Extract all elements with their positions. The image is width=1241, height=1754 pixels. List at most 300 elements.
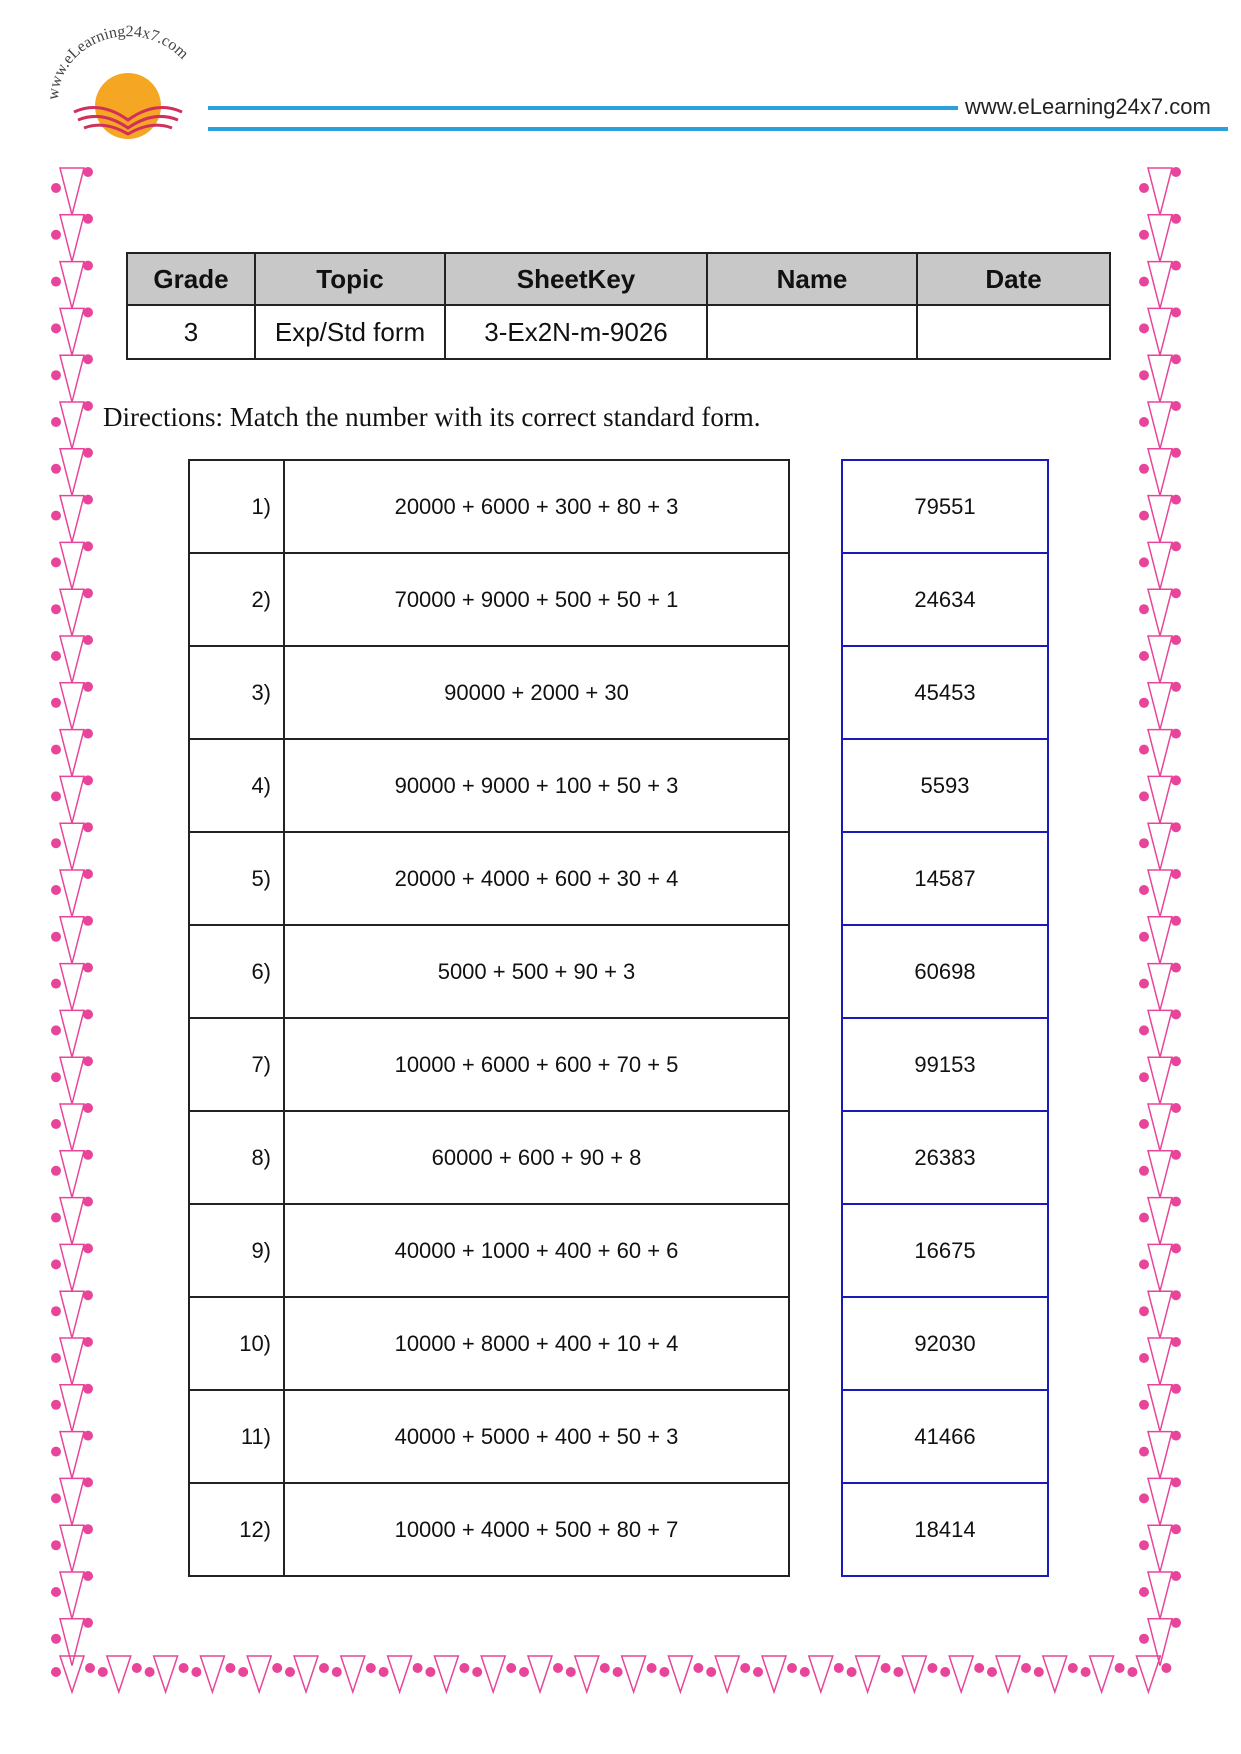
problem-row [189, 1390, 789, 1483]
answer-cell: 60698 [842, 925, 1048, 1018]
border-triangle [1148, 1151, 1172, 1198]
problem-expression: 40000 + 1000 + 400 + 60 + 6 [284, 1204, 789, 1297]
border-dot [1127, 1667, 1137, 1677]
border-triangle [1148, 1244, 1172, 1291]
problem-row [189, 646, 789, 739]
problem-number: 12) [189, 1483, 284, 1576]
info-header-row [127, 253, 1110, 305]
border-dot [83, 963, 93, 973]
problems-table [188, 459, 790, 1577]
border-triangle [60, 449, 84, 496]
border-triangle [1148, 1010, 1172, 1057]
border-dot [83, 729, 93, 739]
border-triangle [1148, 262, 1172, 309]
border-dot [1139, 698, 1149, 708]
border-dot [566, 1667, 576, 1677]
border-dot [940, 1667, 950, 1677]
value-date[interactable] [917, 305, 1110, 359]
border-triangle [60, 730, 84, 777]
border-triangle [60, 215, 84, 262]
problem-row [189, 832, 789, 925]
border-dot [1171, 261, 1181, 271]
info-table [126, 252, 1111, 360]
border-dot [1139, 1353, 1149, 1363]
border-triangle [1148, 496, 1172, 543]
border-triangle [1148, 215, 1172, 262]
problem-row [189, 553, 789, 646]
border-dot [1139, 511, 1149, 521]
border-triangle [60, 496, 84, 543]
border-triangle [434, 1656, 458, 1692]
problem-number: 3) [189, 646, 284, 739]
answer-cell: 99153 [842, 1018, 1048, 1111]
border-triangle [60, 1432, 84, 1479]
answer-cell: 18414 [842, 1483, 1048, 1576]
border-dot [1171, 1150, 1181, 1160]
border-dot [974, 1663, 984, 1673]
border-dot [1139, 1259, 1149, 1269]
border-dot [1171, 495, 1181, 505]
problem-expression: 20000 + 6000 + 300 + 80 + 3 [284, 460, 789, 553]
border-dot [1171, 729, 1181, 739]
border-dot [83, 1103, 93, 1113]
border-dot [51, 1072, 61, 1082]
border-dot [740, 1663, 750, 1673]
border-triangle [388, 1656, 412, 1692]
border-dot [83, 214, 93, 224]
border-triangle [1090, 1656, 1114, 1692]
border-dot [1081, 1667, 1091, 1677]
border-dot [191, 1667, 201, 1677]
border-dot [1139, 1493, 1149, 1503]
border-dot [51, 1306, 61, 1316]
border-dot [83, 448, 93, 458]
border-triangle [60, 1385, 84, 1432]
problem-expression: 10000 + 8000 + 400 + 10 + 4 [284, 1297, 789, 1390]
border-dot [51, 1493, 61, 1503]
border-triangle [60, 636, 84, 683]
problem-expression: 10000 + 4000 + 500 + 80 + 7 [284, 1483, 789, 1576]
border-triangle [60, 1244, 84, 1291]
border-dot [1139, 791, 1149, 801]
border-dot [83, 916, 93, 926]
border-triangle [60, 402, 84, 449]
border-dot [1139, 557, 1149, 567]
border-triangle [60, 917, 84, 964]
border-triangle [902, 1656, 926, 1692]
border-dot [83, 1524, 93, 1534]
border-dot [51, 745, 61, 755]
border-dot [834, 1663, 844, 1673]
border-dot [413, 1663, 423, 1673]
border-triangle [1148, 964, 1172, 1011]
border-dot [1139, 979, 1149, 989]
border-triangle [60, 683, 84, 730]
border-dot [1139, 183, 1149, 193]
border-dot [1171, 822, 1181, 832]
border-dot [51, 1634, 61, 1644]
border-dot [1139, 932, 1149, 942]
border-dot [51, 1025, 61, 1035]
border-dot [753, 1667, 763, 1677]
answer-cell: 92030 [842, 1297, 1048, 1390]
border-dot [51, 1667, 61, 1677]
border-triangle [60, 589, 84, 636]
border-dot [51, 1587, 61, 1597]
border-triangle [1148, 1572, 1172, 1619]
border-dot [51, 1259, 61, 1269]
problem-row [189, 1297, 789, 1390]
border-triangle [1148, 1525, 1172, 1572]
directions: Directions: Match the number with its correct standard form. [103, 402, 761, 432]
border-dot [1139, 604, 1149, 614]
border-dot [1171, 963, 1181, 973]
border-triangle [1148, 168, 1172, 215]
border-dot [1171, 167, 1181, 177]
problem-expression: 90000 + 9000 + 100 + 50 + 3 [284, 739, 789, 832]
border-dot [1171, 1337, 1181, 1347]
border-dot [1068, 1663, 1078, 1673]
problem-row [189, 1204, 789, 1297]
border-dot [51, 698, 61, 708]
border-triangle [60, 355, 84, 402]
border-triangle [1148, 1338, 1172, 1385]
border-triangle [1136, 1656, 1160, 1692]
border-dot [1139, 417, 1149, 427]
border-dot [51, 277, 61, 287]
problem-number: 5) [189, 832, 284, 925]
border-dot [1021, 1663, 1031, 1673]
border-dot [51, 464, 61, 474]
border-dot [1171, 214, 1181, 224]
border-triangle [1148, 449, 1172, 496]
border-triangle [1148, 1432, 1172, 1479]
border-dot [1171, 1197, 1181, 1207]
border-dot [83, 1197, 93, 1207]
problem-expression: 90000 + 2000 + 30 [284, 646, 789, 739]
problem-row [189, 1483, 789, 1576]
border-dot [83, 1618, 93, 1628]
border-triangle [60, 1291, 84, 1338]
border-dot [1171, 541, 1181, 551]
problem-number: 1) [189, 460, 284, 553]
border-dot [706, 1667, 716, 1677]
border-dot [613, 1667, 623, 1677]
border-dot [83, 1290, 93, 1300]
border-triangle [60, 964, 84, 1011]
border-dot [83, 354, 93, 364]
answers-table [841, 459, 1049, 1577]
border-dot [238, 1667, 248, 1677]
border-dot [51, 604, 61, 614]
border-dot [1171, 1056, 1181, 1066]
problem-number: 2) [189, 553, 284, 646]
border-triangle [60, 870, 84, 917]
border-dot [1139, 464, 1149, 474]
border-dot [1139, 1072, 1149, 1082]
border-triangle [60, 823, 84, 870]
border-dot [1139, 1634, 1149, 1644]
border-dot [83, 167, 93, 177]
border-dot [85, 1663, 95, 1673]
border-dot [83, 869, 93, 879]
border-triangle [856, 1656, 880, 1692]
border-dot [1139, 838, 1149, 848]
border-dot [51, 557, 61, 567]
border-dot [1171, 1618, 1181, 1628]
problem-number: 9) [189, 1204, 284, 1297]
border-triangle [668, 1656, 692, 1692]
border-dot [51, 932, 61, 942]
border-dot [83, 588, 93, 598]
border-triangle [200, 1656, 224, 1692]
border-dot [1171, 1243, 1181, 1253]
border-triangle [528, 1656, 552, 1692]
problem-number: 11) [189, 1390, 284, 1483]
border-dot [83, 822, 93, 832]
border-dot [366, 1663, 376, 1673]
value-sheetkey: 3-Ex2N-m-9026 [445, 305, 707, 359]
border-triangle [575, 1656, 599, 1692]
border-dot [285, 1667, 295, 1677]
border-dot [83, 775, 93, 785]
problem-number: 7) [189, 1018, 284, 1111]
border-triangle [60, 262, 84, 309]
answer-cell: 24634 [842, 553, 1048, 646]
border-dot [51, 1353, 61, 1363]
border-triangle [1148, 1057, 1172, 1104]
border-triangle [1148, 1198, 1172, 1245]
problem-number: 6) [189, 925, 284, 1018]
border-dot [51, 323, 61, 333]
problem-row [189, 460, 789, 553]
problem-row [189, 1111, 789, 1204]
border-dot [83, 1056, 93, 1066]
border-triangle [949, 1656, 973, 1692]
border-dot [332, 1667, 342, 1677]
border-dot [51, 1213, 61, 1223]
border-dot [1171, 1103, 1181, 1113]
problem-expression: 10000 + 6000 + 600 + 70 + 5 [284, 1018, 789, 1111]
border-dot [83, 541, 93, 551]
border-dot [83, 1243, 93, 1253]
answer-cell: 26383 [842, 1111, 1048, 1204]
border-dot [600, 1663, 610, 1673]
border-dot [1139, 651, 1149, 661]
border-dot [1171, 916, 1181, 926]
border-dot [51, 791, 61, 801]
border-dot [98, 1667, 108, 1677]
border-dot [83, 401, 93, 411]
border-dot [83, 1384, 93, 1394]
border-dot [927, 1663, 937, 1673]
border-dot [519, 1667, 529, 1677]
border-triangle [1148, 1291, 1172, 1338]
border-dot [1139, 1447, 1149, 1457]
problem-number: 10) [189, 1297, 284, 1390]
border-dot [379, 1667, 389, 1677]
border-triangle [60, 168, 84, 215]
border-dot [1139, 1025, 1149, 1035]
border-dot [1034, 1667, 1044, 1677]
problem-expression: 70000 + 9000 + 500 + 50 + 1 [284, 553, 789, 646]
border-dot [1171, 635, 1181, 645]
border-dot [1171, 1524, 1181, 1534]
border-triangle [154, 1656, 178, 1692]
problem-row [189, 739, 789, 832]
border-triangle [1148, 683, 1172, 730]
border-dot [1139, 1587, 1149, 1597]
border-dot [51, 1447, 61, 1457]
border-triangle [60, 1010, 84, 1057]
border-dot [459, 1663, 469, 1673]
border-triangle [1148, 402, 1172, 449]
border-dot [83, 261, 93, 271]
problem-number: 4) [189, 739, 284, 832]
border-triangle [60, 1619, 84, 1666]
border-triangle [60, 1572, 84, 1619]
border-triangle [60, 1656, 84, 1692]
border-dot [51, 417, 61, 427]
header-date: Date [917, 253, 1110, 305]
border-triangle [294, 1656, 318, 1692]
border-triangle [60, 1478, 84, 1525]
info-value-row [127, 305, 1110, 359]
border-dot [51, 1400, 61, 1410]
border-dot [1171, 682, 1181, 692]
border-triangle [60, 776, 84, 823]
border-dot [1171, 1431, 1181, 1441]
border-dot [1139, 745, 1149, 755]
border-dot [987, 1667, 997, 1677]
problem-expression: 40000 + 5000 + 400 + 50 + 3 [284, 1390, 789, 1483]
border-dot [83, 1431, 93, 1441]
border-dot [1171, 1009, 1181, 1019]
border-dot [1139, 230, 1149, 240]
border-dot [800, 1667, 810, 1677]
border-triangle [60, 1525, 84, 1572]
value-topic: Exp/Std form [255, 305, 445, 359]
border-dot [1139, 277, 1149, 287]
border-dot [472, 1667, 482, 1677]
border-triangle [715, 1656, 739, 1692]
border-dot [51, 1540, 61, 1550]
problem-expression: 5000 + 500 + 90 + 3 [284, 925, 789, 1018]
border-dot [51, 230, 61, 240]
border-dot [83, 1477, 93, 1487]
border-dot [425, 1667, 435, 1677]
border-dot [225, 1663, 235, 1673]
header-sheetkey: SheetKey [445, 253, 707, 305]
border-dot [1139, 1540, 1149, 1550]
border-triangle [60, 1104, 84, 1151]
border-dot [553, 1663, 563, 1673]
border-dot [693, 1663, 703, 1673]
border-triangle [1148, 870, 1172, 917]
border-triangle [1148, 917, 1172, 964]
border-dot [893, 1667, 903, 1677]
problem-row [189, 925, 789, 1018]
answer-cell: 16675 [842, 1204, 1048, 1297]
border-dot [1161, 1663, 1171, 1673]
border-dot [787, 1663, 797, 1673]
border-dot [1171, 869, 1181, 879]
border-dot [1171, 1571, 1181, 1581]
border-dot [132, 1663, 142, 1673]
border-dot [145, 1667, 155, 1677]
border-triangle [1148, 823, 1172, 870]
header-name: Name [707, 253, 917, 305]
border-dot [51, 979, 61, 989]
border-dot [1171, 401, 1181, 411]
border-triangle [60, 1338, 84, 1385]
border-triangle [1148, 542, 1172, 589]
border-dot [83, 682, 93, 692]
border-triangle [60, 1151, 84, 1198]
border-triangle [1043, 1656, 1067, 1692]
border-dot [1115, 1663, 1125, 1673]
border-triangle [107, 1656, 131, 1692]
border-triangle [1148, 730, 1172, 777]
border-triangle [60, 308, 84, 355]
border-dot [83, 1571, 93, 1581]
border-dot [1139, 885, 1149, 895]
answer-cell: 14587 [842, 832, 1048, 925]
answer-cell: 45453 [842, 646, 1048, 739]
border-triangle [1148, 636, 1172, 683]
border-triangle [1148, 589, 1172, 636]
value-grade: 3 [127, 305, 255, 359]
border-dot [1171, 1477, 1181, 1487]
answer-cell: 41466 [842, 1390, 1048, 1483]
border-triangle [1148, 308, 1172, 355]
border-dot [83, 1337, 93, 1347]
border-dot [1171, 775, 1181, 785]
border-dot [272, 1663, 282, 1673]
border-dot [83, 495, 93, 505]
border-dot [51, 1166, 61, 1176]
border-dot [1171, 1290, 1181, 1300]
answer-cell: 79551 [842, 460, 1048, 553]
border-triangle [60, 542, 84, 589]
border-triangle [341, 1656, 365, 1692]
border-triangle [622, 1656, 646, 1692]
border-triangle [1148, 1478, 1172, 1525]
border-dot [1139, 1213, 1149, 1223]
border-dot [1139, 1166, 1149, 1176]
site-url: www.eLearning24x7.com [965, 94, 1211, 119]
border-dot [83, 307, 93, 317]
border-dot [1139, 1400, 1149, 1410]
header-grade: Grade [127, 253, 255, 305]
border-dot [1171, 588, 1181, 598]
border-dot [1139, 1306, 1149, 1316]
problem-expression: 60000 + 600 + 90 + 8 [284, 1111, 789, 1204]
border-dot [1139, 1119, 1149, 1129]
border-triangle [247, 1656, 271, 1692]
border-dot [83, 1150, 93, 1160]
border-dot [1139, 323, 1149, 333]
border-triangle [762, 1656, 786, 1692]
header-topic: Topic [255, 253, 445, 305]
border-triangle [60, 1057, 84, 1104]
border-dot [659, 1667, 669, 1677]
border-dot [1171, 1384, 1181, 1394]
border-triangle [996, 1656, 1020, 1692]
answer-cell: 5593 [842, 739, 1048, 832]
border-triangle [809, 1656, 833, 1692]
value-name[interactable] [707, 305, 917, 359]
